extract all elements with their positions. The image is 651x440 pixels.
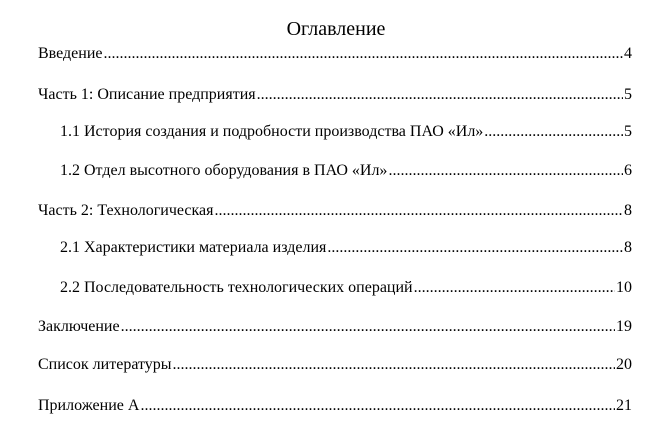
toc-entry-label: 1.2 Отдел высотного оборудования в ПАО «Ил» (60, 162, 388, 179)
toc-dot-leader (121, 317, 615, 337)
toc-entry-label: Список литературы (38, 356, 172, 373)
toc-entry-page: 19 (616, 318, 632, 335)
toc-entry-section-1-2[interactable] (60, 161, 632, 181)
toc-entry-introduction[interactable] (38, 44, 632, 64)
toc-entry-page: 10 (616, 279, 632, 296)
toc-entry-page: 8 (624, 202, 632, 219)
toc-entry-label: 1.1 История создания и подробности производства ПАО «Ил» (60, 123, 484, 140)
toc-entry-page: 6 (624, 162, 632, 179)
toc-entry-part-2[interactable] (38, 201, 632, 221)
toc-title: Оглавление (286, 18, 386, 40)
toc-entry-page: 21 (616, 397, 632, 414)
toc-dot-leader (104, 44, 624, 64)
toc-entry-page: 20 (616, 356, 632, 373)
toc-entry-page: 8 (624, 239, 632, 256)
toc-entry-page: 5 (624, 86, 632, 103)
toc-entry-label: Введение (38, 45, 103, 62)
toc-entry-references[interactable] (38, 355, 632, 375)
toc-entry-section-2-1[interactable] (60, 238, 632, 258)
toc-entry-label: Часть 1: Описание предприятия (38, 86, 256, 103)
toc-dot-leader (327, 238, 623, 258)
toc-entry-label: Заключение (38, 318, 120, 335)
toc-entry-label: 2.1 Характеристики материала изделия (60, 239, 327, 256)
toc-dot-leader (215, 201, 624, 221)
toc-entry-conclusion[interactable] (38, 317, 632, 337)
toc-entry-label: Часть 2: Технологическая (38, 202, 214, 219)
toc-entry-label: Приложение А (38, 397, 140, 414)
toc-entry-label: 2.2 Последовательность технологических операций (60, 279, 413, 296)
toc-dot-leader (414, 278, 615, 298)
toc-dot-leader (484, 122, 623, 142)
toc-dot-leader (173, 355, 615, 375)
toc-entry-part-1[interactable] (38, 85, 632, 105)
toc-entry-section-1-1[interactable] (60, 122, 632, 142)
toc-dot-leader (388, 161, 623, 181)
toc-entry-page: 4 (624, 45, 632, 62)
toc-entry-appendix-a[interactable] (38, 396, 632, 416)
toc-dot-leader (257, 85, 623, 105)
toc-entry-page: 5 (624, 123, 632, 140)
toc-entry-section-2-2[interactable] (60, 278, 632, 298)
toc-dot-leader (140, 396, 615, 416)
